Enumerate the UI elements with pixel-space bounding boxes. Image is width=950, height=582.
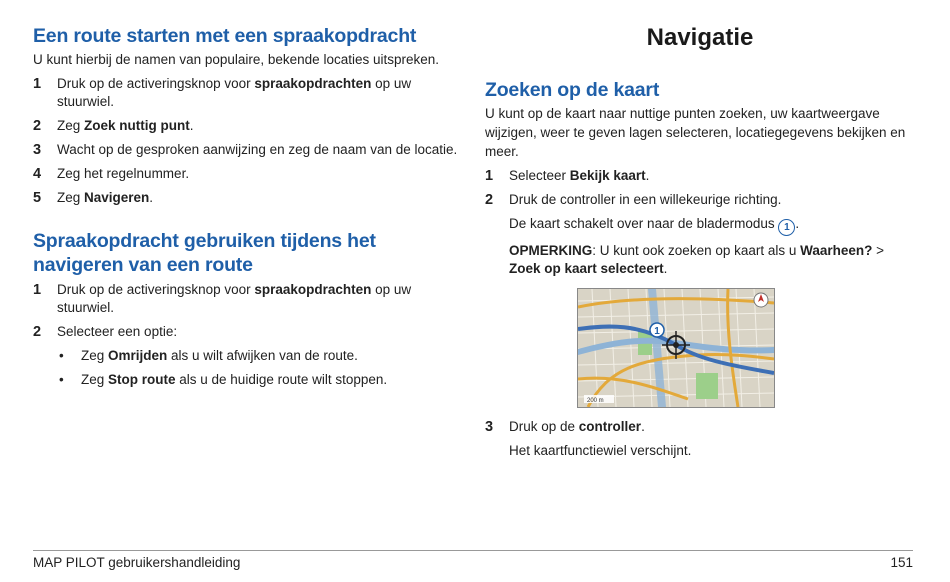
callout-number-icon: 1 bbox=[778, 219, 795, 236]
step-text: Wacht op de gesproken aanwijzing en zeg de naam van de locatie. bbox=[57, 142, 458, 157]
step-item bbox=[485, 418, 915, 436]
step-number: 1 bbox=[33, 76, 42, 92]
step-text: Zeg het regelnummer. bbox=[57, 166, 190, 181]
bullet-keyword: Omrijden bbox=[108, 348, 168, 363]
step-item bbox=[33, 141, 463, 159]
steps-list bbox=[33, 75, 463, 207]
steps-list bbox=[485, 418, 915, 436]
map-callout-icon bbox=[650, 323, 664, 337]
step-keyword: Bekijk kaart bbox=[569, 168, 646, 183]
step-text: Druk op de activeringsknop voor bbox=[57, 76, 255, 91]
option-bullets bbox=[57, 347, 463, 389]
section-title-map-search: Zoeken op de kaart bbox=[485, 79, 660, 101]
footer-manual-title: MAP PILOT gebruikershandleiding bbox=[33, 555, 241, 570]
note-body: > bbox=[872, 243, 885, 258]
step-sub-text: Het kaartfunctiewiel verschijnt. bbox=[509, 443, 692, 458]
right-column bbox=[485, 78, 915, 460]
note-text bbox=[509, 242, 915, 278]
step-number: 5 bbox=[33, 190, 42, 206]
step-item bbox=[33, 189, 463, 207]
step-item bbox=[33, 117, 463, 135]
step-keyword: spraakopdrachten bbox=[254, 76, 372, 91]
step-keyword: Navigeren bbox=[84, 190, 150, 205]
step-item bbox=[33, 75, 463, 111]
bullet-dot: • bbox=[59, 372, 64, 387]
note-label: OPMERKING bbox=[509, 243, 593, 258]
bullet-text: Zeg bbox=[81, 348, 109, 363]
note-body: . bbox=[663, 261, 668, 276]
step-item bbox=[485, 191, 915, 209]
bullet-text: als u de huidige route wilt stoppen. bbox=[175, 372, 388, 387]
step-text: op uw stuurwiel. bbox=[57, 282, 412, 315]
step-item bbox=[485, 167, 915, 185]
section-title-voice-route: Een route starten met een spraakopdracht bbox=[33, 25, 417, 47]
step-keyword: Zoek nuttig punt bbox=[84, 118, 190, 133]
section-intro: U kunt hierbij de namen van populaire, bekende locaties uitspreken. bbox=[33, 52, 440, 67]
section-intro: U kunt op de kaart naar nuttige punten zoeken, uw kaartweergave wijzigen, weer te geven lagen selecteren, locatiegegevens bekijken en meer. bbox=[485, 106, 906, 159]
bullet-keyword: Stop route bbox=[108, 372, 176, 387]
step-item bbox=[33, 281, 463, 317]
steps-list bbox=[485, 167, 915, 209]
step-text: . bbox=[149, 190, 154, 205]
step-number: 1 bbox=[33, 282, 42, 298]
note-keyword: Zoek op kaart selecteert bbox=[509, 261, 664, 276]
note-body: : U kunt ook zoeken op kaart als u bbox=[592, 243, 801, 258]
step-text: Zeg bbox=[57, 190, 85, 205]
step-number: 2 bbox=[33, 118, 42, 134]
map-park bbox=[696, 373, 718, 399]
footer-divider bbox=[33, 550, 913, 551]
step-number: 1 bbox=[485, 168, 494, 184]
step-text: Selecteer een optie: bbox=[57, 324, 178, 339]
step-number: 2 bbox=[485, 192, 494, 208]
page-number: 151 bbox=[890, 555, 913, 570]
step-text: Druk op de bbox=[509, 419, 579, 434]
step-keyword: spraakopdrachten bbox=[254, 282, 372, 297]
bullet-text: Zeg bbox=[81, 372, 109, 387]
step-number: 2 bbox=[33, 324, 42, 340]
step-text: Druk op de activeringsknop voor bbox=[57, 282, 255, 297]
bullet-text: als u wilt afwijken van de route. bbox=[167, 348, 358, 363]
step-text: . bbox=[189, 118, 194, 133]
step-number: 3 bbox=[485, 419, 494, 435]
bullet-item bbox=[57, 371, 463, 389]
sub-text: De kaart schakelt over naar de bladermodus bbox=[509, 216, 775, 231]
steps-list bbox=[33, 281, 463, 341]
map-compass-icon bbox=[754, 293, 768, 307]
step-sub-text bbox=[509, 215, 915, 236]
step-text: op uw stuurwiel. bbox=[57, 76, 412, 109]
sub-text: . bbox=[795, 216, 800, 231]
section-title-voice-navigation: Spraakopdracht gebruiken tijdens het navigeren van een route bbox=[33, 230, 376, 276]
left-column bbox=[33, 24, 463, 395]
step-text: . bbox=[641, 419, 645, 434]
bullet-item bbox=[57, 347, 463, 365]
step-text: Druk de controller in een willekeurige richting. bbox=[509, 192, 782, 207]
step-number: 4 bbox=[33, 166, 42, 182]
note-keyword: Waarheen? bbox=[800, 243, 873, 258]
map-screenshot bbox=[577, 288, 775, 408]
step-number: 3 bbox=[33, 142, 42, 158]
step-item bbox=[33, 165, 463, 183]
chapter-title: Navigatie bbox=[646, 24, 754, 51]
bullet-dot: • bbox=[59, 348, 64, 363]
step-text: Selecteer bbox=[509, 168, 570, 183]
map-scale-label: 200 m bbox=[587, 398, 604, 404]
map-callout-number: 1 bbox=[654, 326, 660, 337]
step-item bbox=[33, 323, 463, 341]
step-keyword: controller bbox=[578, 419, 642, 434]
step-text: Zeg bbox=[57, 118, 85, 133]
step-text: . bbox=[645, 168, 650, 183]
